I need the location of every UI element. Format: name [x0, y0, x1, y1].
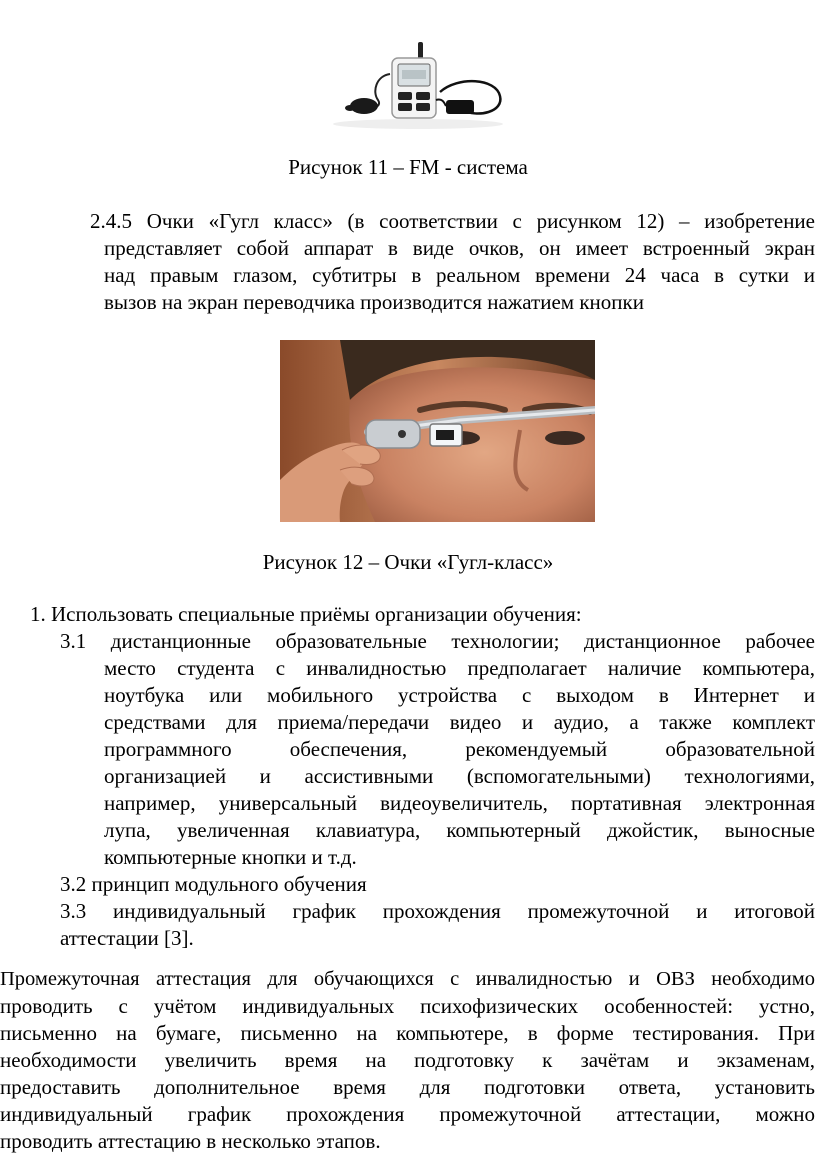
- list-item-3-1-line-6: организацией и ассистивными (вспомогательными) технологиями,: [104, 764, 815, 788]
- list-item-3-1-line-9: компьютерные кнопки и т.д.: [104, 845, 357, 869]
- list-item-3-3-line-2: аттестации [3].: [60, 926, 194, 950]
- paragraph-line-1: Промежуточная аттестация для обучающихся с инвалидностью и ОВЗ необходимо: [0, 968, 815, 990]
- google-glass-photo: [280, 340, 595, 522]
- list-item-3-1-line-1: 3.1 дистанционные образовательные технологии; дистанционное рабочее: [60, 629, 815, 653]
- fm-system-figure: [328, 40, 508, 132]
- list-item-3-1-line-8: лупа, увеличенная клавиатура, компьютерный джойстик, выносные: [104, 818, 815, 842]
- section-2-4-5-line-2: представляет собой аппарат в виде очков, он имеет встроенный экран: [104, 236, 815, 260]
- list-item-3-3-line-1: 3.3 индивидуальный график прохождения промежуточной и итоговой: [60, 899, 815, 923]
- list-item-3-1-line-4: средствами для приема/передачи видео и аудио, а также комплект: [104, 710, 815, 734]
- list-item-3-1-line-7: например, универсальный видеоувеличитель, портативная электронная: [104, 791, 815, 815]
- paragraph-line-4: необходимости увеличить время на подготовку к зачётам и экзаменам,: [0, 1048, 815, 1072]
- paragraph-line-3: письменно на бумаге, письменно на компьютере, в форме тестирования. При: [0, 1021, 815, 1045]
- section-2-4-5-line-4: вызов на экран переводчика производится нажатием кнопки: [104, 290, 644, 314]
- section-2-4-5-line-1: 2.4.5 Очки «Гугл класс» (в соответствии с рисунком 12) – изобретение: [90, 209, 815, 233]
- paragraph-line-6: индивидуальный график прохождения промежуточной аттестации, можно: [0, 1102, 815, 1126]
- paragraph-line-5: предоставить дополнительное время для подготовки ответа, установить: [0, 1075, 815, 1099]
- list-item-1: 1. Использовать специальные приёмы организации обучения:: [30, 602, 582, 626]
- figure-11-caption: Рисунок 11 – FM - система: [288, 155, 528, 179]
- list-item-3-1-line-3: ноутбука или мобильного устройства с выходом в Интернет и: [104, 683, 815, 707]
- figure-12-caption: Рисунок 12 – Очки «Гугл-класс»: [262, 550, 554, 574]
- list-item-3-2: 3.2 принцип модульного обучения: [60, 872, 367, 896]
- paragraph-line-7: проводить аттестацию в несколько этапов.: [0, 1129, 381, 1153]
- paragraph-line-2: проводить с учётом индивидуальных психофизических особенностей: устно,: [0, 994, 815, 1018]
- fm-system-icon: [328, 40, 508, 132]
- list-item-3-1-line-5: программного обеспечения, рекомендуемый образовательной: [104, 737, 815, 761]
- google-glass-image: [280, 340, 595, 522]
- list-item-3-1-line-2: место студента с инвалидностью предполагает наличие компьютера,: [104, 656, 815, 680]
- section-2-4-5-line-3: над правым глазом, субтитры в реальном времени 24 часа в сутки и: [104, 263, 815, 287]
